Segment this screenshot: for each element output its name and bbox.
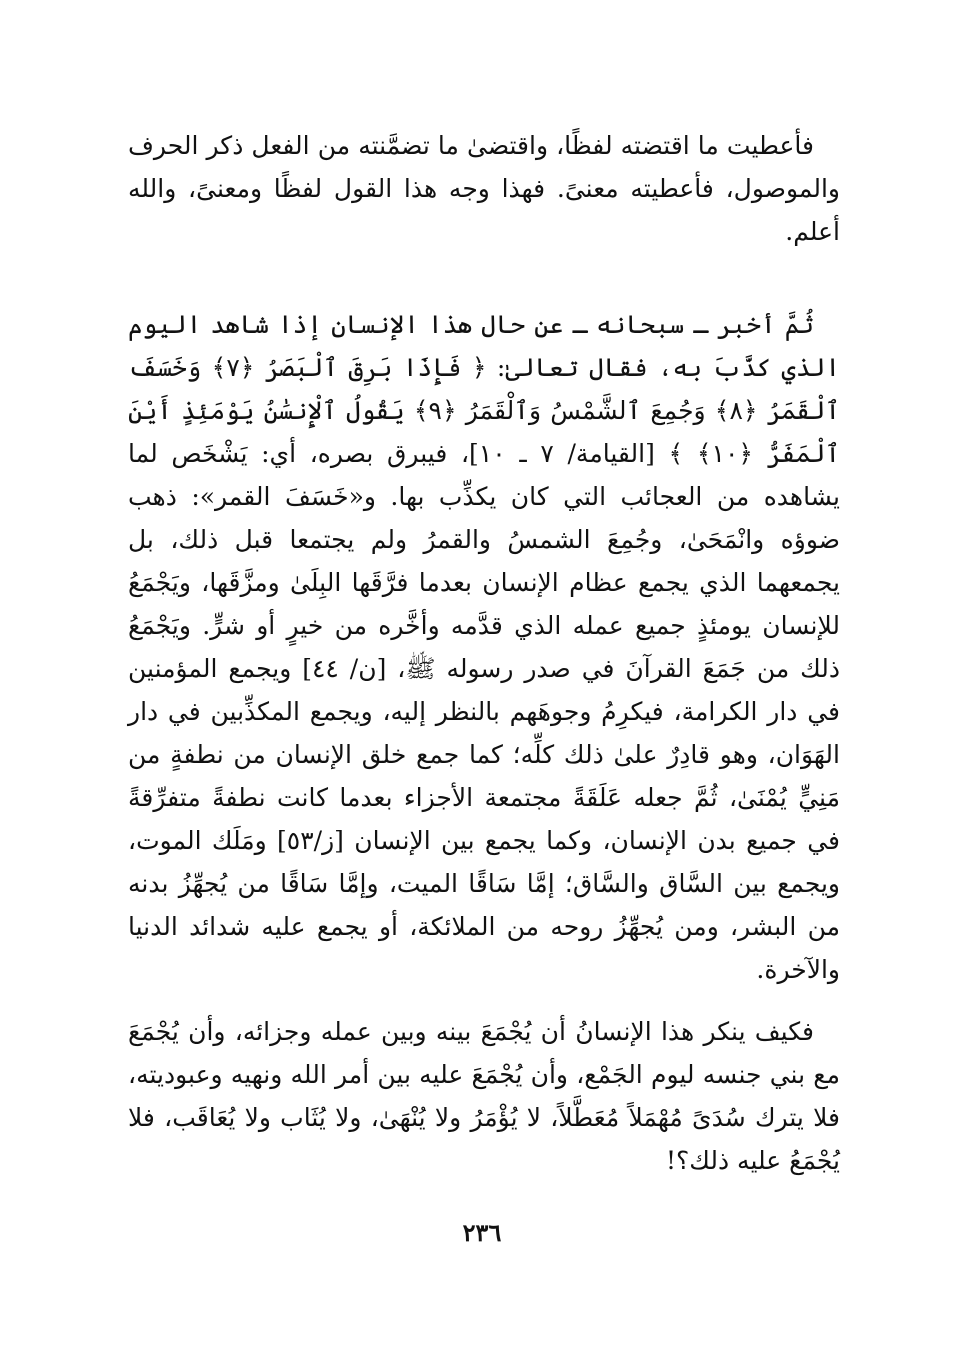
paragraph-3 xyxy=(128,1010,840,1182)
paragraph-text: ثُمَّ أخبر ـ سبحانه ـ عن حال هذا الإنسان إذا شاهد اليوم الذي كذَّبَ به، فقال تعالىٰ: ﴿ فَإِذَا بَرِقَ ٱلْبَصَرُ ﴿٧﴾ وَخَسَفَ ٱلْقَمَرُ ﴿٨﴾ وَجُمِعَ ٱلشَّمْسُ وَٱلْقَمَرُ ﴿٩﴾ يَقُولُ ٱلْإِنسَٰنُ يَوْمَئِذٍ أَيْنَ ٱلْمَفَرُّ ﴿١٠﴾ ﴾ [القيامة/ ٧ ـ ١٠]، فيبرق بصره، أي: يَشْخَص لما يشاهده من العجائب التي كان يكذِّب بها. و«خَسَفَ القمر»: ذهب ضوؤه وانْمَحَىٰ، وجُمِعَ الشمسُ والقمرُ ولم يجتمعا قبل ذلك، بل يجمعهما الذي يجمع عظام الإنسان بعدما فرَّقَها البِلَىٰ ومزَّقَها، ويَجْمَعُ للإنسان يومئذٍ جميع عمله الذي قدَّمه وأخَّره من خيرٍ أو شرٍّ. ويَجْمَعُ ذلك من جَمَعَ القرآنَ في صدر رسوله ﷺ، [ن/ ٤٤] ويجمع المؤمنين في دار الكرامة، فيكرِمُ وجوهَهم بالنظر إليه، ويجمع المكذِّبين في دار الهَوَان، وهو قادِرٌ علىٰ ذلك كلِّه؛ كما جمع خلق الإنسان من نطفةٍ من مَنِيٍّ يُمْنَىٰ، ثُمَّ جعله عَلَقَةً مجتمعة الأجزاء بعدما كانت نطفةً متفرِّقةً في جميع بدن الإنسان، وكما يجمع بين الإنسان [ز/٥٣] ومَلَك الموت، ويجمع بين السَّاق والسَّاق؛ إمَّا سَاقًا الميت، وإمَّا سَاقًا من يُجهِّزُ بدنه من البشر، ومن يُجهِّزُ روحه من الملائكة، أو يجمع عليه شدائد الدنيا والآخرة. xyxy=(128,310,841,984)
page-number: ٢٣٦ xyxy=(462,1218,502,1247)
paragraph-text: فكيف ينكر هذا الإنسانُ أن يُجْمَعَ بينه وبين عمله وجزائه، وأن يُجْمَعَ مع بني جنسه ليوم الجَمْع، وأن يُجْمَعَ عليه بين أمر الله ونهيه وعبوديته، فلا يترك سُدَىً مُهْمَلاً مُعَطَّلاً، لا يُؤْمَرُ ولا يُنْهَىٰ، ولا يُثَاب ولا يُعَاقَب، فلا يُجْمَعُ عليه ذلك؟! xyxy=(128,1017,840,1175)
paragraph-text: فأعطيت ما اقتضته لفظًا، واقتضىٰ ما تضمَّنته من الفعل ذكر الحرف والموصول، فأعطيته معنىً. فهذا وجه هذا القول لفظًا ومعنىً، والله أعلم. xyxy=(128,131,840,246)
paragraph-2 xyxy=(128,303,840,991)
paragraph-1 xyxy=(128,124,840,253)
